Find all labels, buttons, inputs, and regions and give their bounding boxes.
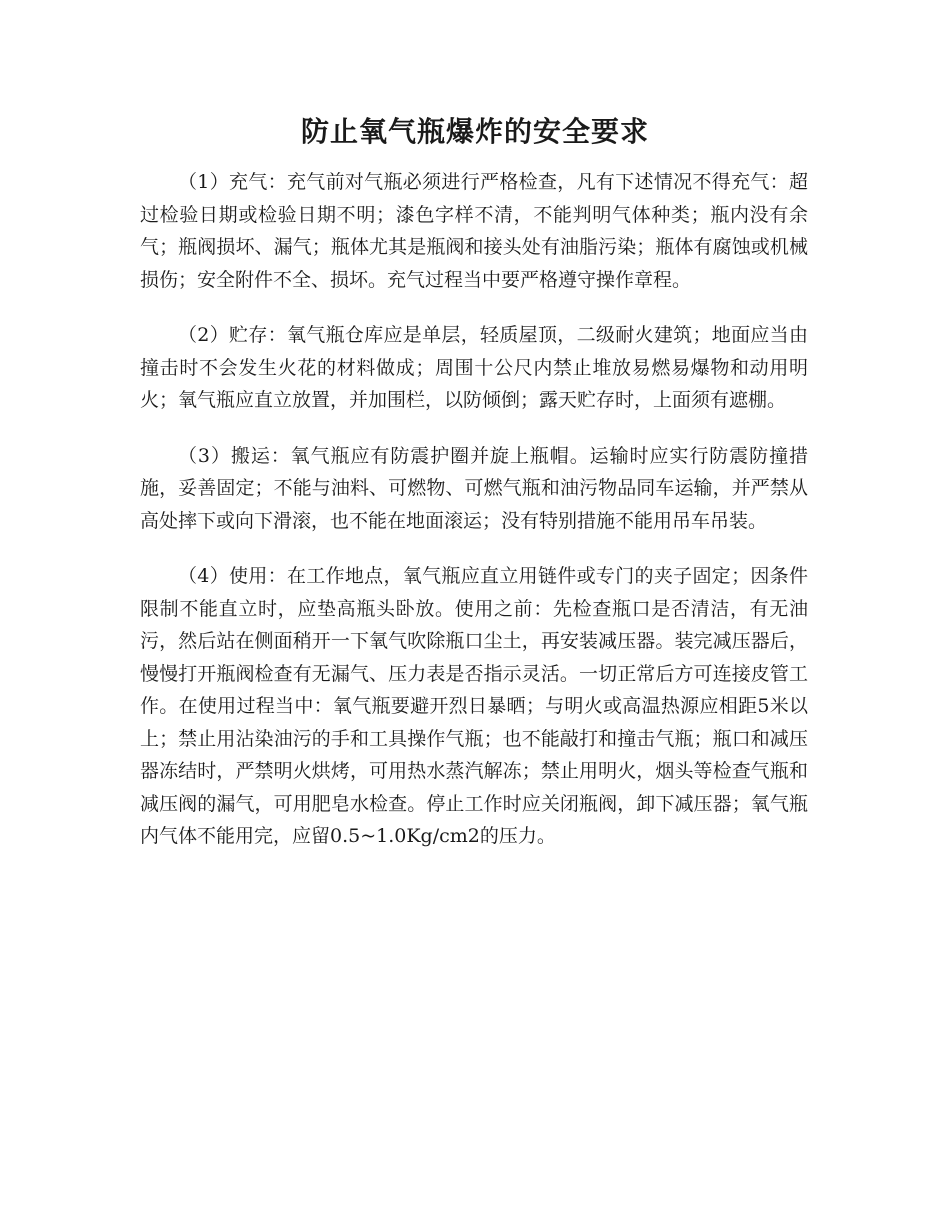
document-title: 防止氧气瓶爆炸的安全要求 (300, 115, 649, 148)
paragraph-storage: （2）贮存：氧气瓶仓库应是单层，轻质屋顶，二级耐火建筑；地面应当由撞击时不会发生火花的材料做成；周围十公尺内禁止堆放易燃易爆物和动用明火；氧气瓶应直立放置，并加围栏，以防倾倒；露天贮存时，上面须有遮棚。 (140, 324, 808, 411)
paragraph-usage: （4）使用：在工作地点，氧气瓶应直立用链件或专门的夹子固定；因条件限制不能直立时，应垫高瓶头卧放。使用之前：先检查瓶口是否清洁，有无油污，然后站在侧面稍开一下氧气吹除瓶口尘土，再安装减压器。装完减压器后，慢慢打开瓶阀检查有无漏气、压力表是否指示灵活。一切正常后方可连接皮管工作。在使用过程当中：氧气瓶要避开烈日暴晒；与明火或高温热源应相距5米以上；禁止用沾染油污的手和工具操作气瓶；也不能敲打和撞击气瓶；瓶口和减压器冻结时，严禁明火烘烤，可用热水蒸汽解冻；禁止用明火，烟头等检查气瓶和减压阀的漏气，可用肥皂水检查。停止工作时应关闭瓶阀，卸下减压器；氧气瓶内气体不能用完，应留0.5~1.0Kg/cm2的压力。 (140, 565, 808, 847)
paragraph-charging: （1）充气：充气前对气瓶必须进行严格检查，凡有下述情况不得充气：超过检验日期或检验日期不明；漆色字样不清，不能判明气体种类；瓶内没有余气；瓶阀损坏、漏气；瓶体尤其是瓶阀和接头处有油脂污染；瓶体有腐蚀或机械损伤；安全附件不全、损坏。充气过程当中要严格遵守操作章程。 (140, 171, 808, 291)
paragraph-transport: （3）搬运：氧气瓶应有防震护圈并旋上瓶帽。运输时应实行防震防撞措施，妥善固定；不能与油料、可燃物、可燃气瓶和油污物品同车运输，并严禁从高处摔下或向下滑滚，也不能在地面滚运；没有特别措施不能用吊车吊装。 (140, 444, 808, 532)
document-body (140, 166, 808, 876)
